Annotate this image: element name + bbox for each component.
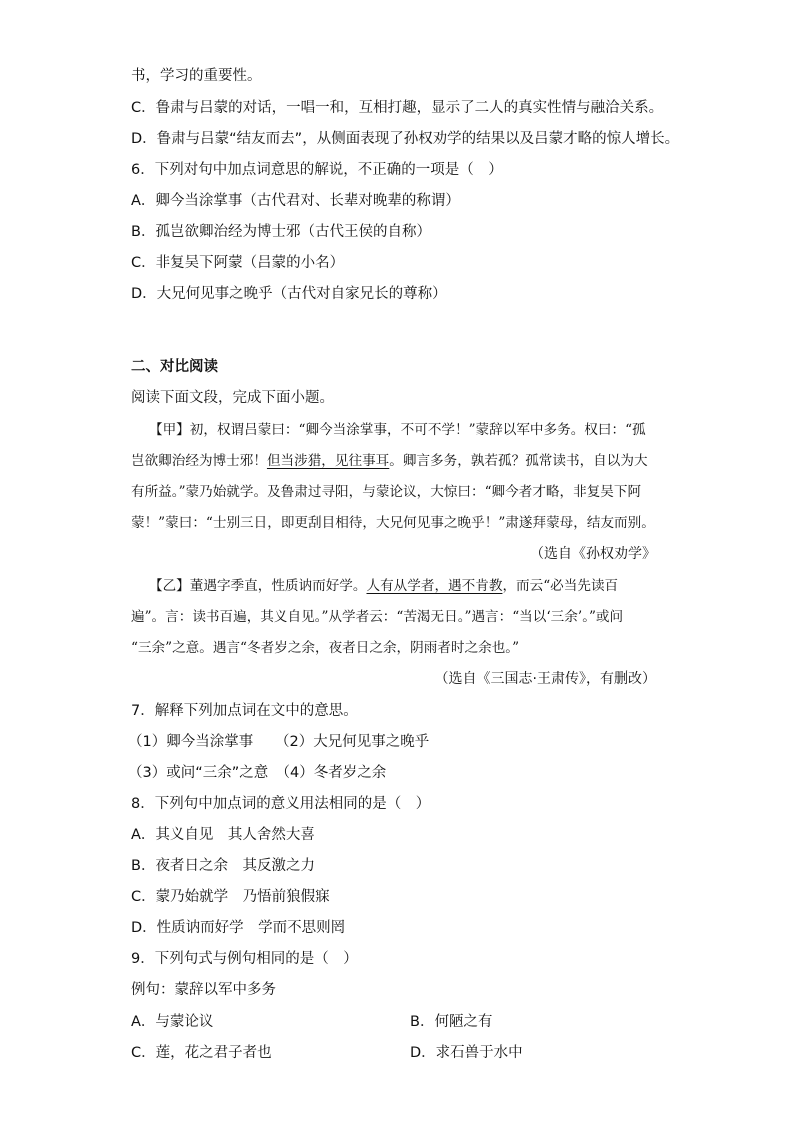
q6-option-a: A．卿今当涂掌事（古代君对、长辈对晚辈的称谓） (131, 193, 460, 209)
option-d: D．鲁肃与吕蒙“结友而去”，从侧面表现了孙权劝学的结果以及吕蒙才略的惊人增长。 (131, 131, 680, 147)
passage-text: 岂欲卿治经为博士邪！ (131, 453, 267, 469)
question-8: 8．下列句中加点词的意义用法相同的是（ ） (131, 796, 431, 812)
option-c: C．鲁肃与吕蒙的对话，一唱一和，互相打趣，显示了二人的真实性情与融洽关系。 (131, 100, 664, 116)
passage-b-line (149, 576, 618, 596)
question-9: 9．下列句式与例句相同的是（ ） (131, 951, 358, 967)
q8-option-a: A．其义自见 其人舍然大喜 (131, 827, 315, 843)
passage-a-line: 蒙！”蒙曰：“士别三日，即更刮目相待，大兄何见事之晚乎！”肃遂拜蒙母，结友而别。 (131, 515, 655, 531)
passage-a-line (131, 451, 648, 471)
passage-a-line: 【甲】初，权谓吕蒙曰：“卿今当涂掌事，不可不学！”蒙辞以军中多务。权曰：“孤 (149, 422, 646, 438)
q9-option-c: C．莲，花之君子者也 (131, 1045, 272, 1061)
q9-option-d: D．求石兽于水中 (410, 1045, 523, 1061)
passage-b-line: 遍”。言：读书百遍，其义自见。”从学者云：“苦渴无日。”遇言：“当以‘三余’。”或问 (131, 609, 624, 625)
text-line: 书，学习的重要性。 (131, 68, 262, 84)
underlined-sentence: 但当涉猎，见往事耳 (266, 453, 390, 469)
passage-text: ，而云“必当先读百 (502, 578, 619, 594)
section-title: 二、对比阅读 (131, 359, 218, 375)
q8-option-c: C．蒙乃始就学 乃悟前狼假寐 (131, 889, 330, 905)
question-6: 6．下列对句中加点词意思的解说，不正确的一项是（ ） (131, 162, 503, 178)
question-7: 7．解释下列加点词在文中的意思。 (131, 703, 358, 719)
q9-example: 例句：蒙辞以军中多务 (131, 982, 276, 998)
passage-b-source: （选自《三国志·王肃传》，有删改） (434, 671, 656, 687)
passage-a-line: 有所益。”蒙乃始就学。及鲁肃过寻阳，与蒙论议，大惊曰：“卿今者才略，非复吴下阿 (131, 484, 642, 500)
passage-text: 【乙】董遇字季直，性质讷而好学。 (149, 578, 367, 594)
passage-text: 。卿言多务，孰若孤？孤常读书，自以为大 (389, 453, 648, 469)
passage-a-source: （选自《孙权劝学》 (530, 546, 656, 562)
q6-option-d: D．大兄何见事之晚乎（古代对自家兄长的尊称） (131, 286, 447, 302)
underlined-sentence: 人有从学者，遇不肯教 (366, 578, 503, 594)
passage-a (131, 420, 666, 550)
q8-option-d: D．性质讷而好学 学而不思则罔 (131, 920, 346, 936)
q7-row: （3）或问“三余”之意 （4）冬者岁之余 (128, 765, 387, 781)
q9-option-a: A．与蒙论议 (131, 1014, 214, 1030)
q6-option-c: C．非复吴下阿蒙（吕蒙的小名） (131, 255, 345, 271)
passage-b (131, 576, 666, 676)
instruction: 阅读下面文段，完成下面小题。 (131, 390, 334, 406)
passage-b-line: “三余”之意。遇言“冬者岁之余，夜者日之余，阴雨者时之余也。” (131, 640, 520, 656)
q6-option-b: B．孤岂欲卿治经为博士邪（古代王侯的自称） (131, 224, 431, 240)
q9-option-b: B．何陋之有 (410, 1014, 493, 1030)
q8-option-b: B．夜者日之余 其反激之力 (131, 858, 315, 874)
q7-row: （1）卿今当涂掌事 （2）大兄何见事之晚乎 (128, 734, 430, 750)
